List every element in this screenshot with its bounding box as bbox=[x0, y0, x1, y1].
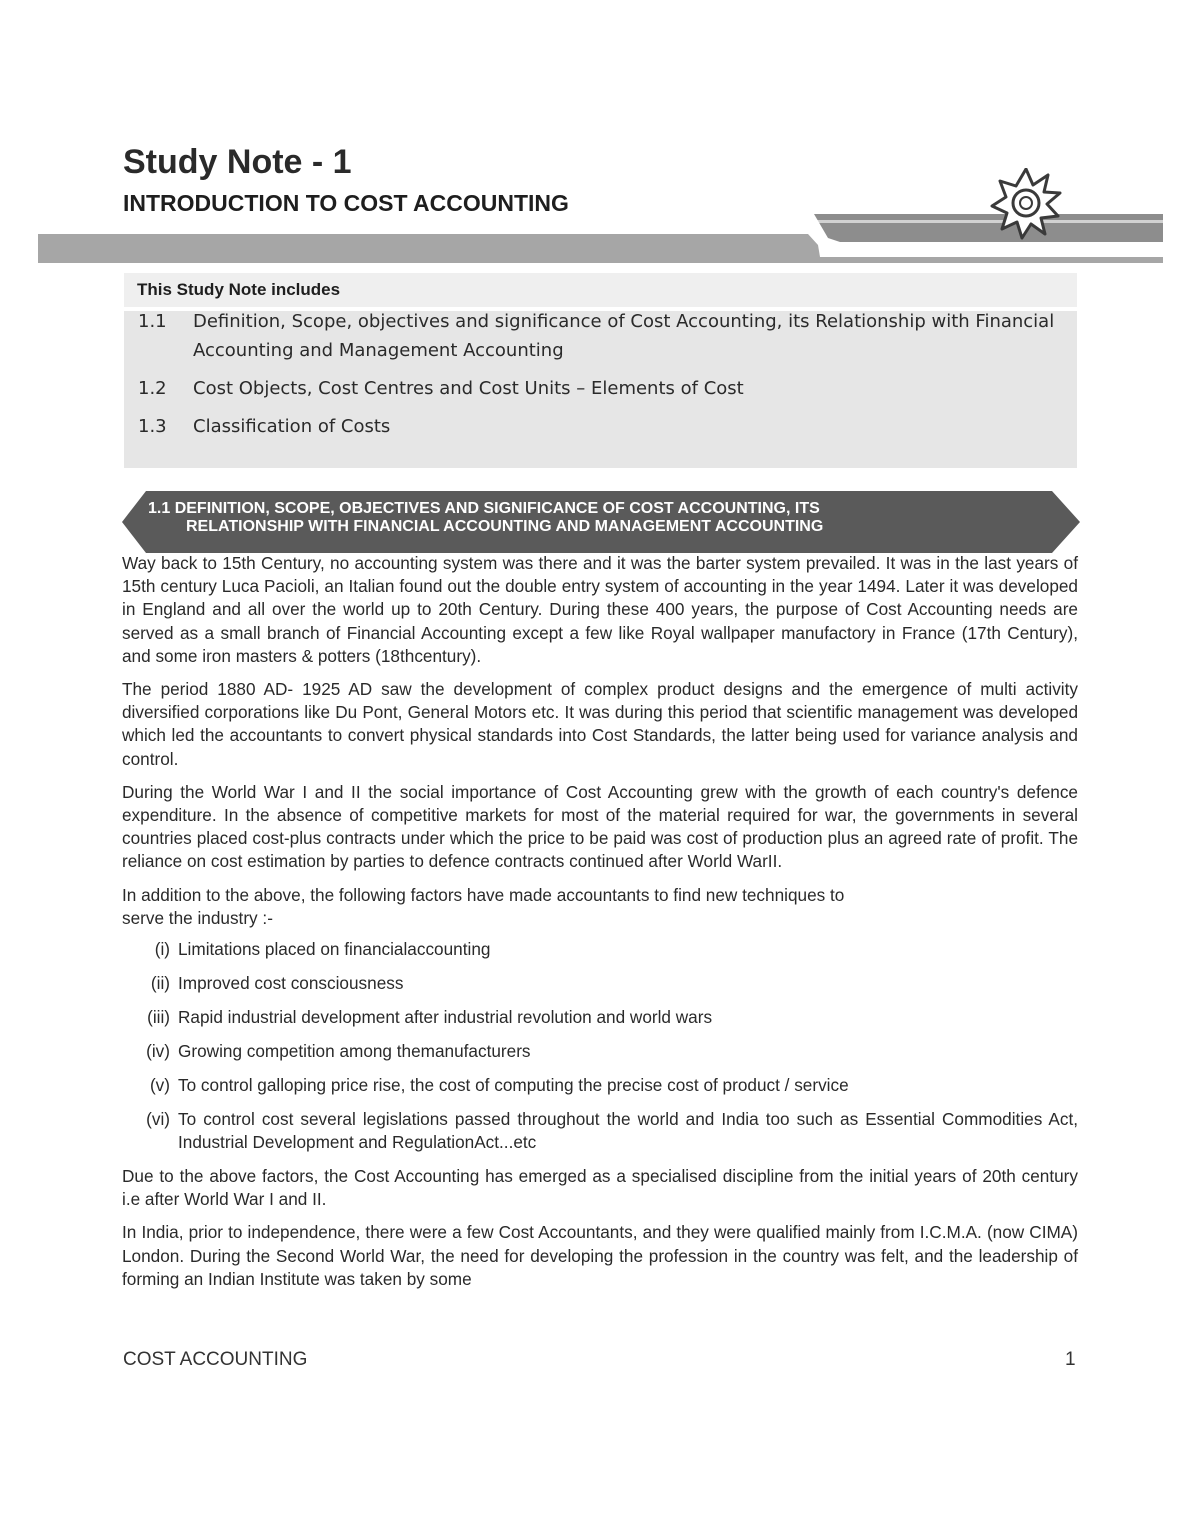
includes-header bbox=[124, 273, 1077, 311]
section-heading-line1: 1.1 DEFINITION, SCOPE, OBJECTIVES AND SIGNIFICANCE OF COST ACCOUNTING, ITS bbox=[148, 500, 820, 517]
list-item-number: (iv) bbox=[146, 1041, 170, 1062]
toc-number: 1.3 bbox=[138, 416, 167, 437]
toc-number: 1.1 bbox=[138, 311, 167, 332]
page-number: 1 bbox=[1065, 1349, 1076, 1370]
list-item-number: (ii) bbox=[150, 973, 170, 994]
list-item-text: Limitations placed on financialaccounting bbox=[178, 939, 491, 960]
list-item-text: To control galloping price rise, the cost of computing the precise cost of product / service bbox=[178, 1075, 849, 1096]
toc-text: Definition, Scope, objectives and significance of Cost Accounting, its Relationship with Financial Accounting and Management Accounting bbox=[193, 311, 1055, 361]
list-item-number: (iii) bbox=[147, 1007, 170, 1028]
toc-number: 1.2 bbox=[138, 378, 167, 399]
footer-title: COST ACCOUNTING bbox=[123, 1349, 308, 1370]
paragraph: The period 1880 AD- 1925 AD saw the development of complex product designs and the emergence of multi activity diversified corporations like Du Pont, General Motors etc. It was during this period that scientific management was developed which led the accountants to convert physical standards into Cost Standards, the latter being used for variance analysis and control. bbox=[122, 679, 1078, 769]
list-item bbox=[122, 1040, 1078, 1063]
toc-list bbox=[138, 307, 1058, 450]
paragraph-line: In addition to the above, the following factors have made accountants to find new techniques to bbox=[122, 884, 845, 905]
factor-list bbox=[122, 938, 1078, 1154]
toc-text: Classification of Costs bbox=[193, 416, 391, 437]
section-heading-line2: RELATIONSHIP WITH FINANCIAL ACCOUNTING AND MANAGEMENT ACCOUNTING bbox=[186, 518, 824, 535]
list-item-number: (v) bbox=[149, 1075, 170, 1096]
toc-item bbox=[138, 307, 1058, 365]
study-note-includes bbox=[124, 273, 1077, 468]
paragraph: Way back to 15th Century, no accounting system was there and it was the barter system prevailed. It was in the last years of 15th century Luca Pacioli, an Italian found out the double entry system of accounting in the year 1494. Later it was developed in England and all over the world up to 20th Century. During these 400 years, the purpose of Cost Accounting needs are served as a small branch of Financial Accounting except a few like Royal wallpaper manufactory in France (17th Century), and some iron masters & potters (18thcentury). bbox=[122, 553, 1078, 666]
paragraph bbox=[122, 884, 1078, 930]
header-band-slant bbox=[814, 214, 1163, 242]
page-title: Study Note - 1 bbox=[123, 143, 352, 181]
includes-heading: This Study Note includes bbox=[137, 280, 341, 299]
toc-item bbox=[138, 412, 1058, 441]
section-heading bbox=[148, 500, 1048, 536]
body-content bbox=[122, 552, 1078, 1301]
list-item bbox=[122, 938, 1078, 961]
paragraph: In India, prior to independence, there were a few Cost Accountants, and they were qualified mainly from I.C.M.A. (now CIMA) London. During the Second World War, the need for developing the profession in the country was felt, and the leadership of forming an Indian Institute was taken by some bbox=[122, 1222, 1078, 1289]
list-item bbox=[122, 972, 1078, 995]
header-band bbox=[38, 168, 1163, 263]
page-subtitle: INTRODUCTION TO COST ACCOUNTING bbox=[123, 190, 569, 216]
list-item bbox=[122, 1006, 1078, 1029]
list-item-text: Rapid industrial development after industrial revolution and world wars bbox=[178, 1007, 713, 1028]
list-item-number: (i) bbox=[154, 939, 170, 960]
paragraph: During the World War I and II the social importance of Cost Accounting grew with the growth of each country's defence expenditure. In the absence of competitive markets for most of the material required for war, the governments in several countries placed cost-plus contracts under which the price to be paid was cost of production plus an agreed rate of profit. The reliance on cost estimation by parties to defence contracts continued after World WarII. bbox=[122, 781, 1078, 872]
toc-item bbox=[138, 374, 1058, 403]
toc-text: Cost Objects, Cost Centres and Cost Units – Elements of Cost bbox=[193, 378, 744, 399]
list-item bbox=[122, 1108, 1078, 1154]
list-item bbox=[122, 1074, 1078, 1097]
paragraph-line: serve the industry :- bbox=[122, 907, 273, 928]
paragraph: Due to the above factors, the Cost Accounting has emerged as a specialised discipline from the initial years of 20th century i.e after World War I and II. bbox=[122, 1166, 1078, 1210]
list-item-number: (vi) bbox=[146, 1109, 170, 1130]
list-item-text: Growing competition among themanufacturers bbox=[178, 1041, 531, 1062]
list-item-text: To control cost several legislations passed throughout the world and India too such as Essential Commodities Act, Industrial Development and RegulationAct...etc bbox=[178, 1109, 1078, 1153]
list-item-text: Improved cost consciousness bbox=[178, 973, 404, 994]
